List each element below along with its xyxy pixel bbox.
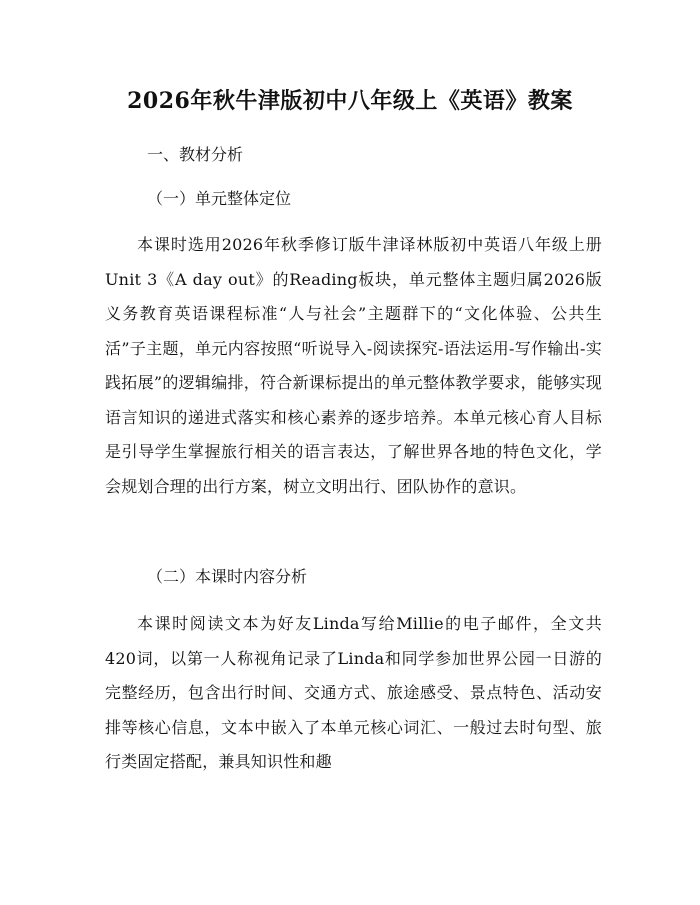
paragraph-lesson-content: 本课时阅读文本为好友Linda写给Millie的电子邮件，全文共420词，以第一人称视角记录了Linda和同学参加世界公园一日游的完整经历，包含出行时间、交通方式、旅途感受、景点特色、活动安排等核心信息，文本中嵌入了本单元核心词汇、一般过去时句型、旅行类固定搭配，兼具知识性和趣 — [105, 614, 602, 771]
document-title: 2026年秋牛津版初中八年级上《英语》教案 — [127, 88, 573, 114]
subsection-heading-unit-positioning: （一）单元整体定位 — [147, 189, 292, 208]
section-heading-textbook-analysis: 一、教材分析 — [147, 145, 244, 164]
subsection-heading-lesson-content: （二）本课时内容分析 — [147, 567, 308, 586]
paragraph-unit-positioning: 本课时选用2026年秋季修订版牛津译林版初中英语八年级上册Unit 3《A day out》的Reading板块，单元整体主题归属2026版义务教育英语课程标准“人与社会”主题群下的“文化体验、公共生活”子主题，单元内容按照“听说导入-阅读探究-语法运用-写作输出-实践拓展”的逻辑编排，符合新课标提出的单元整体教学要求，能够实现语言知识的递进式落实和核心素养的逐步培养。本单元核心育人目标是引导学生掌握旅行相关的语言表达，了解世界各地的特色文化，学会规划合理的出行方案，树立文明出行、团队协作的意识。 — [105, 235, 602, 496]
